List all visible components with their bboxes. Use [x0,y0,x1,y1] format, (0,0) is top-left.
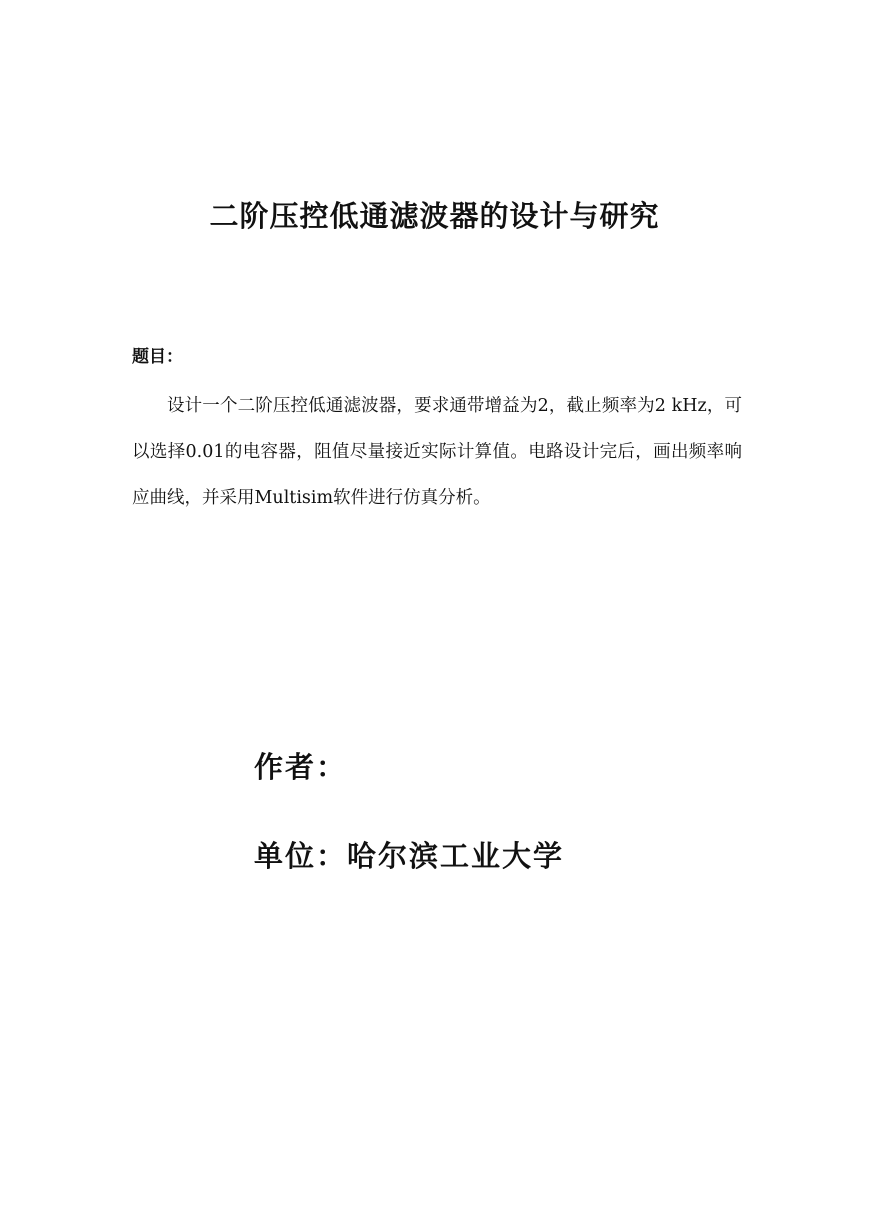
topic-label: 题目： [132,347,183,367]
topic-description: 设计一个二阶压控低通滤波器，要求通带增益为2，截止频率为2 kHz，可以选择0.01的电容器，阻值尽量接近实际计算值。电路设计完后，画出频率响应曲线，并采用Multisim软件进行仿真分析。 [132,396,742,508]
unit-label: 单位： [254,839,348,873]
author-line [254,747,347,787]
document-title: 二阶压控低通滤波器的设计与研究 [209,199,660,233]
unit-value: 哈尔滨工业大学 [347,839,565,873]
author-label: 作者： [254,750,348,784]
unit-line [254,836,564,876]
